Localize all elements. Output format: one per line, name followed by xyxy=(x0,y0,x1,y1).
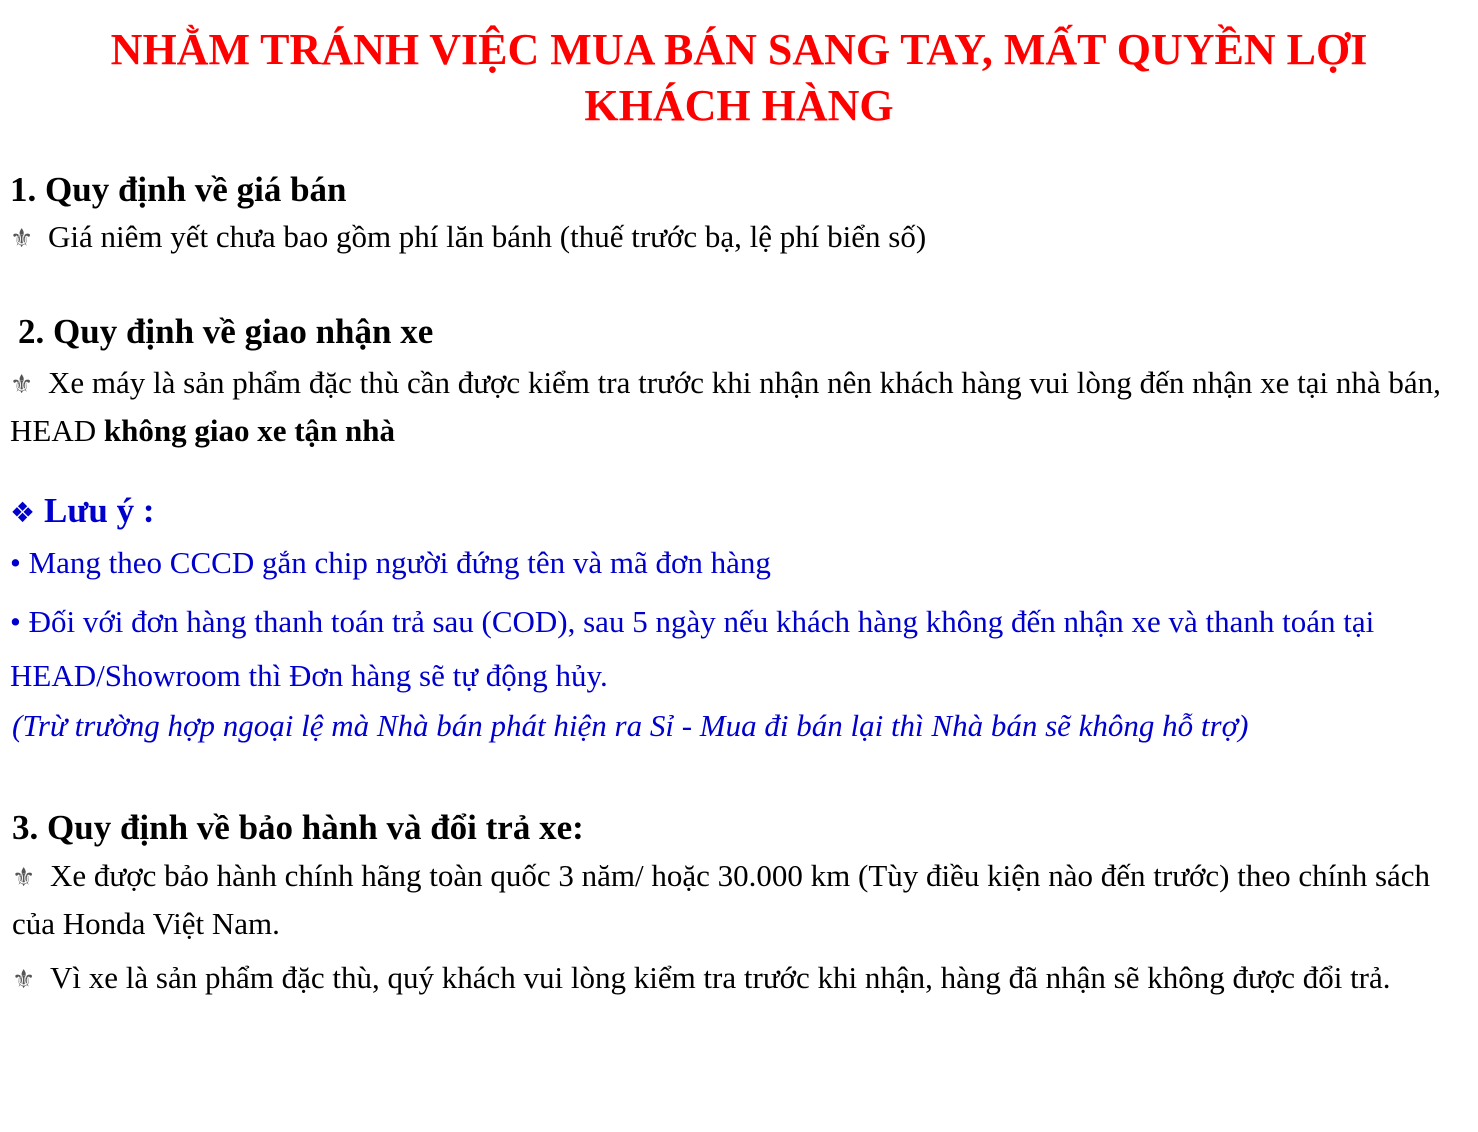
section3-heading: 3. Quy định về bảo hành và đổi trả xe: xyxy=(12,808,584,847)
fleur-de-lis-icon: ⚜ xyxy=(10,224,34,254)
four-diamond-icon: ❖ xyxy=(10,496,36,529)
title-line-1: NHẰM TRÁNH VIỆC MUA BÁN SANG TAY, MẤT QUYỀN LỢI xyxy=(110,25,1368,74)
section2-item1-text: Xe máy là sản phẩm đặc thù cần được kiểm tra trước khi nhận nên khách hàng vui lòng đến nhận xe tại nhà bán, HEAD xyxy=(10,365,1441,448)
note-italic: (Trừ trường hợp ngoại lệ mà Nhà bán phát hiện ra Sỉ - Mua đi bán lại thì Nhà bán sẽ không hỗ trợ) xyxy=(12,708,1249,743)
fleur-de-lis-icon: ⚜ xyxy=(12,863,36,893)
fleur-de-lis-icon: ⚜ xyxy=(12,965,36,995)
section2-item1 xyxy=(10,360,1472,454)
note-bullet-2: • Đối với đơn hàng thanh toán trả sau (COD), sau 5 ngày nếu khách hàng không đến nhận xe và thanh toán tại HEAD/Showroom thì Đơn hàng sẽ tự động hủy. xyxy=(10,604,1375,693)
section3-item1 xyxy=(12,853,1474,947)
section1-item1-text: Giá niêm yết chưa bao gồm phí lăn bánh (thuế trước bạ, lệ phí biển số) xyxy=(48,219,927,254)
section2-item1-bold-text: không giao xe tận nhà xyxy=(103,413,395,448)
section1-item1 xyxy=(10,214,1470,262)
section3-item1-text: Xe được bảo hành chính hãng toàn quốc 3 năm/ hoặc 30.000 km (Tùy điều kiện nào đến trước) theo chính sách của Honda Việt Nam. xyxy=(12,858,1431,941)
section2-heading: 2. Quy định về giao nhận xe xyxy=(18,312,434,351)
page-title xyxy=(0,22,1478,134)
section3-item2 xyxy=(12,955,1474,1003)
section1-heading: 1. Quy định về giá bán xyxy=(10,170,347,209)
section3-item2-text: Vì xe là sản phẩm đặc thù, quý khách vui lòng kiểm tra trước khi nhận, hàng đã nhận sẽ không được đổi trả. xyxy=(50,960,1391,995)
note-bullet-1: • Mang theo CCCD gắn chip người đứng tên và mã đơn hàng xyxy=(10,545,771,580)
title-line-2: KHÁCH HÀNG xyxy=(584,81,894,130)
note-heading xyxy=(10,491,154,533)
fleur-de-lis-icon: ⚜ xyxy=(10,370,34,400)
note-heading-text: Lưu ý : xyxy=(44,491,155,530)
